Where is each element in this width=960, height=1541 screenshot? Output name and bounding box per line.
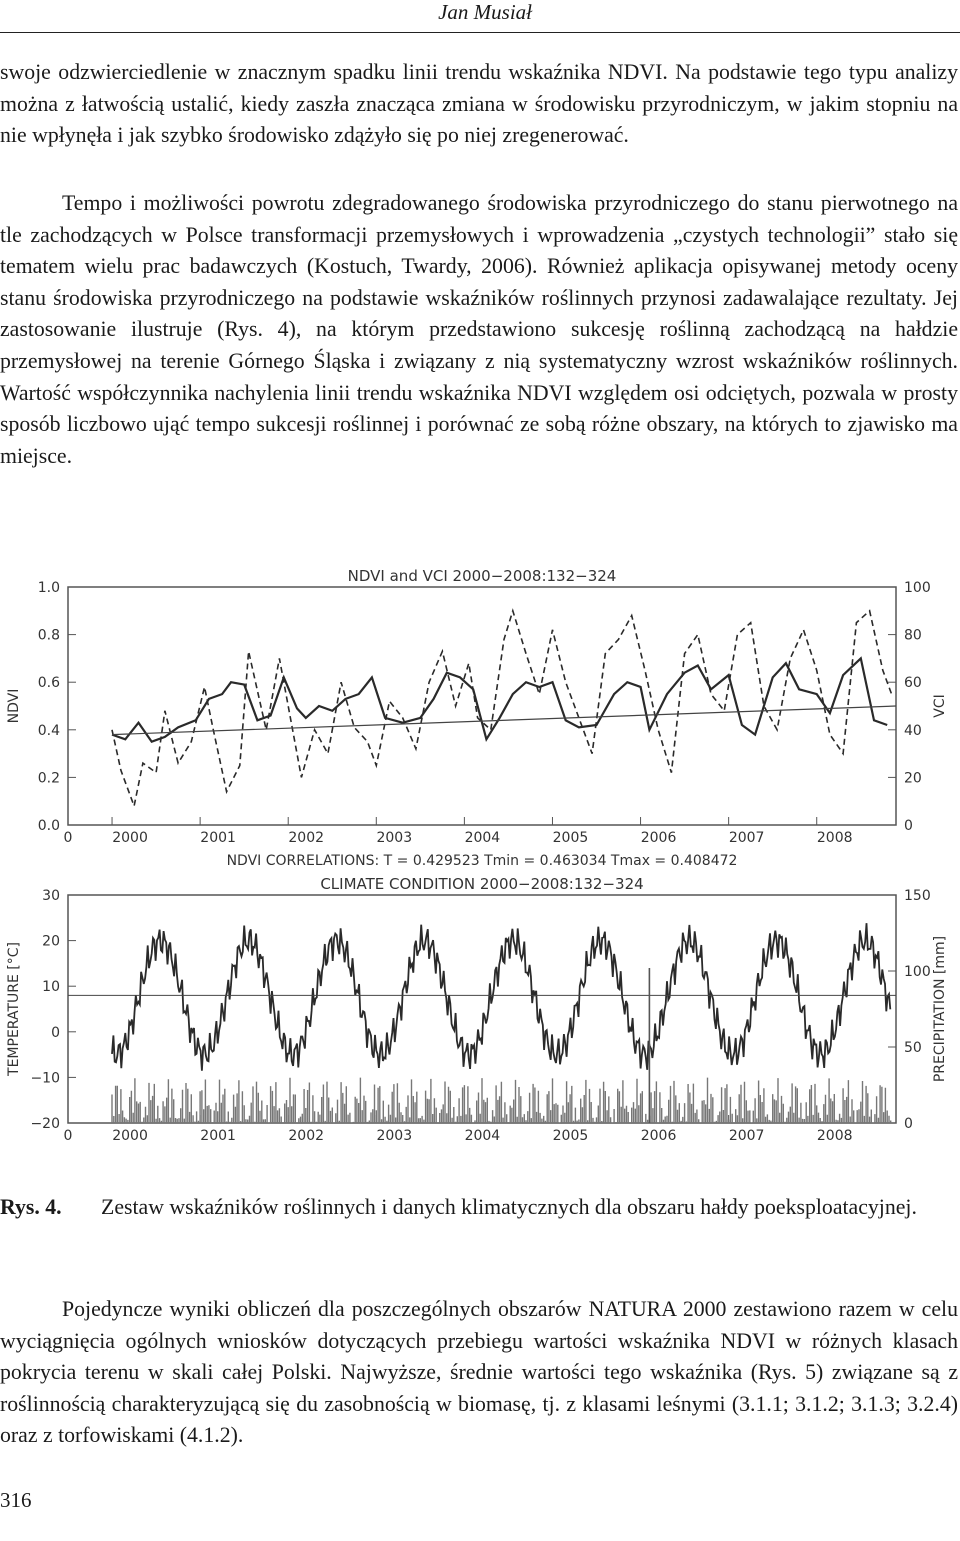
ndvi-xtick-label: 2000 bbox=[112, 830, 148, 846]
ndvi-xtick-label: 2001 bbox=[200, 830, 236, 846]
climate-y2tick-label: 50 bbox=[904, 1040, 922, 1056]
climate-xtick-label: 2007 bbox=[728, 1128, 765, 1144]
ndvi-ylabel: NDVI bbox=[6, 688, 22, 724]
climate-xtick-label: 2005 bbox=[552, 1128, 589, 1144]
climate-ytick-label: −10 bbox=[30, 1070, 60, 1087]
climate-xtick-label: 0 bbox=[63, 1128, 73, 1144]
figure-4 bbox=[0, 560, 960, 1170]
caption-text: Zestaw wskaźników roślinnych i danych klimatycznych dla obszaru hałdy poeksploatacyjnej. bbox=[101, 1195, 917, 1219]
climate-xtick-label: 2003 bbox=[376, 1128, 413, 1144]
ndvi-y2tick-label: 60 bbox=[904, 675, 922, 692]
climate-ytick-label: 10 bbox=[42, 979, 60, 996]
paragraph-1: swoje odzwierciedlenie w znacznym spadku linii trendu wskaźnika NDVI. Na podstawie tego typu analizy można z łatwością ustalić, kiedy zaszła znacząca zmiana w środowisku przyrodniczym, w jakim stopniu na nie wpłynęła i jak szybko środowisko zdążyło się po niej zregenerować. bbox=[0, 60, 958, 148]
ndvi-xtick-label: 2007 bbox=[728, 830, 765, 846]
climate-ytick-label: −20 bbox=[30, 1116, 60, 1132]
climate-ylabel: TEMPERATURE [°C] bbox=[6, 942, 22, 1076]
climate-xtick-label: 2008 bbox=[816, 1128, 853, 1144]
ndvi-title: NDVI and VCI 2000−2008:132−324 bbox=[347, 567, 617, 585]
ndvi-xtick-label: 0 bbox=[63, 830, 73, 846]
ndvi-y2tick-label: 40 bbox=[904, 722, 922, 739]
climate-xtick-label: 2000 bbox=[112, 1128, 148, 1144]
ndvi-xtick-label: 2008 bbox=[816, 830, 853, 846]
ndvi-ytick-label: 0.6 bbox=[37, 675, 60, 692]
ndvi-ytick-label: 0.0 bbox=[37, 818, 60, 834]
paragraph-3: Pojedyncze wyniki obliczeń dla poszczególnych obszarów NATURA 2000 zestawiono razem w celu wyciągnięcia ogólnych wniosków dotyczących przebiegu wartości wskaźnika NDVI w różnych klasach pokrycia terenu w skali całej Polski. Najwyższe, średnie wartości tego wskaźnika (Rys. 5) związane są z roślinnością charakteryzującą się du zasobnością w biomasę, tj. z klasami leśnymi (3.1.1; 3.1.2; 3.1.3; 3.2.4) oraz z torfowiskami (4.1.2). bbox=[0, 1297, 958, 1448]
ndvi-correlations: NDVI CORRELATIONS: T = 0.429523 Tmin = 0.463034 Tmax = 0.408472 bbox=[226, 853, 738, 869]
climate-xtick-label: 2002 bbox=[288, 1128, 325, 1144]
figure-4-chart bbox=[0, 560, 960, 1170]
ndvi-xtick-label: 2005 bbox=[552, 830, 589, 846]
climate-ytick-label: 30 bbox=[42, 888, 60, 904]
ndvi-y2tick-label: 80 bbox=[904, 627, 922, 644]
caption-label: Rys. 4. bbox=[0, 1195, 62, 1219]
climate-xtick-label: 2006 bbox=[640, 1128, 677, 1144]
ndvi-xtick-label: 2006 bbox=[640, 830, 677, 846]
climate-xtick-label: 2001 bbox=[200, 1128, 236, 1144]
running-head-author: Jan Musiał bbox=[438, 0, 532, 24]
ndvi-xtick-label: 2002 bbox=[288, 830, 325, 846]
ndvi-y2label: VCI bbox=[932, 694, 948, 718]
climate-ytick-label: 20 bbox=[42, 933, 60, 950]
ndvi-ytick-label: 1.0 bbox=[37, 580, 60, 596]
temperature-series bbox=[112, 923, 890, 1070]
ndvi-y2tick-label: 0 bbox=[904, 818, 913, 834]
climate-xtick-label: 2004 bbox=[464, 1128, 501, 1144]
ndvi-ytick-label: 0.4 bbox=[37, 722, 60, 739]
climate-ytick-label: 0 bbox=[51, 1024, 60, 1041]
precipitation-series bbox=[112, 1078, 891, 1123]
ndvi-y2tick-label: 100 bbox=[904, 580, 931, 596]
page-number: 316 bbox=[0, 1488, 32, 1512]
climate-title: CLIMATE CONDITION 2000−2008:132−324 bbox=[320, 875, 644, 893]
ndvi-series-dashed bbox=[112, 611, 892, 806]
ndvi-plot-frame bbox=[68, 587, 896, 825]
ndvi-series-solid bbox=[112, 658, 887, 741]
ndvi-ytick-label: 0.2 bbox=[37, 770, 60, 787]
ndvi-ytick-label: 0.8 bbox=[37, 627, 60, 644]
ndvi-xtick-label: 2003 bbox=[376, 830, 413, 846]
page-header bbox=[0, 0, 960, 30]
climate-y2tick-label: 100 bbox=[904, 964, 931, 980]
paragraph-2: Tempo i możliwości powrotu zdegradowanego środowiska przyrodniczego do stanu pierwotnego na tle zachodzących w Polsce transformacji przemysłowych i wprowadzenia „czystych technologii” stało się tematem wielu prac badawczych (Kostuch, Twardy, 2006). Również aplikacja opisywanej metody oceny stanu środowiska przyrodniczego na podstawie wskaźników roślinnych przynosi zadawalające rezultaty. Jej zastosowanie ilustruje (Rys. 4), na którym przedstawiono sukcesję roślinną zachodzącą na hałdzie przemysłowej na terenie Górnego Śląska i związany z nią systematyczny wzrost wskaźników roślinnych. Wartość współczynnika nachylenia linii trendu wskaźnika NDVI względem osi odciętych, pozwala w prosty sposób liczbowo ująć tempo sukcesji roślinnej i porównać ze sobą różne obszary, na których to zjawisko ma miejsce. bbox=[0, 191, 958, 468]
climate-y2label: PRECIPITATION [mm] bbox=[932, 935, 948, 1083]
climate-y2tick-label: 150 bbox=[904, 888, 931, 904]
climate-y2tick-label: 0 bbox=[904, 1116, 913, 1132]
ndvi-y2tick-label: 20 bbox=[904, 770, 922, 787]
ndvi-xtick-label: 2004 bbox=[464, 830, 501, 846]
header-rule bbox=[0, 32, 960, 33]
